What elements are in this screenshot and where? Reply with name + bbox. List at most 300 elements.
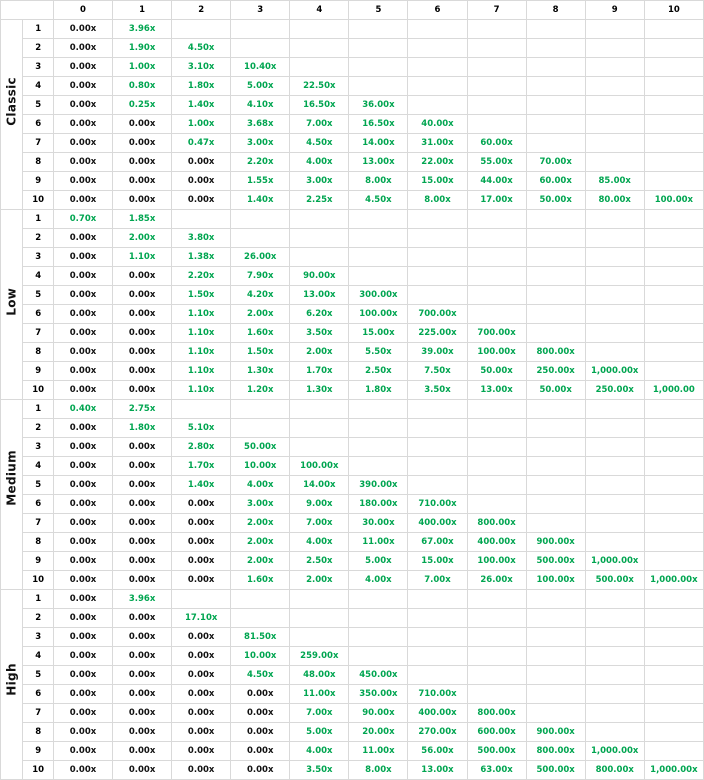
group-label-classic	[1, 20, 23, 210]
cell-high-8-6: 270.00x	[408, 723, 467, 742]
cell-low-3-7	[467, 248, 526, 267]
cell-low-2-3	[231, 229, 290, 248]
cell-medium-9-6: 15.00x	[408, 552, 467, 571]
cell-classic-3-7	[467, 58, 526, 77]
cell-high-2-8	[526, 609, 585, 628]
cell-low-5-5: 300.00x	[349, 286, 408, 305]
cell-high-9-3: 0.00x	[231, 742, 290, 761]
cell-medium-3-1: 0.00x	[113, 438, 172, 457]
cell-low-7-3: 1.60x	[231, 324, 290, 343]
cell-medium-1-10	[644, 400, 703, 419]
cell-medium-2-3	[231, 419, 290, 438]
cell-medium-10-3: 1.60x	[231, 571, 290, 590]
cell-medium-3-9	[585, 438, 644, 457]
cell-medium-1-4	[290, 400, 349, 419]
cell-classic-1-6	[408, 20, 467, 39]
cell-high-9-1: 0.00x	[113, 742, 172, 761]
cell-high-3-10	[644, 628, 703, 647]
cell-classic-3-10	[644, 58, 703, 77]
cell-low-8-3: 1.50x	[231, 343, 290, 362]
cell-high-5-7	[467, 666, 526, 685]
cell-medium-3-10	[644, 438, 703, 457]
cell-high-10-2: 0.00x	[172, 761, 231, 780]
cell-high-10-3: 0.00x	[231, 761, 290, 780]
cell-medium-2-4	[290, 419, 349, 438]
cell-low-4-6	[408, 267, 467, 286]
cell-classic-7-5: 14.00x	[349, 134, 408, 153]
cell-high-8-0: 0.00x	[53, 723, 112, 742]
cell-classic-9-4: 3.00x	[290, 172, 349, 191]
cell-high-2-9	[585, 609, 644, 628]
table-row	[1, 495, 704, 514]
cell-high-1-9	[585, 590, 644, 609]
cell-low-6-9	[585, 305, 644, 324]
cell-medium-4-1: 0.00x	[113, 457, 172, 476]
cell-low-10-2: 1.10x	[172, 381, 231, 400]
cell-low-6-10	[644, 305, 703, 324]
cell-medium-9-9: 1,000.00x	[585, 552, 644, 571]
cell-medium-1-9	[585, 400, 644, 419]
row-header-10: 10	[23, 761, 54, 780]
cell-high-2-0: 0.00x	[53, 609, 112, 628]
cell-medium-2-2: 5.10x	[172, 419, 231, 438]
table-row	[1, 438, 704, 457]
cell-low-10-9: 250.00x	[585, 381, 644, 400]
cell-medium-10-2: 0.00x	[172, 571, 231, 590]
cell-classic-4-0: 0.00x	[53, 77, 112, 96]
table-row	[1, 210, 704, 229]
cell-high-3-1: 0.00x	[113, 628, 172, 647]
cell-low-4-4: 90.00x	[290, 267, 349, 286]
table-row	[1, 286, 704, 305]
cell-medium-6-9	[585, 495, 644, 514]
column-header-1: 1	[113, 1, 172, 20]
row-header-4: 4	[23, 267, 54, 286]
cell-medium-4-3: 10.00x	[231, 457, 290, 476]
table-row	[1, 647, 704, 666]
table-row	[1, 77, 704, 96]
cell-low-9-7: 50.00x	[467, 362, 526, 381]
cell-low-8-6: 39.00x	[408, 343, 467, 362]
column-header-7: 7	[467, 1, 526, 20]
cell-classic-8-6: 22.00x	[408, 153, 467, 172]
cell-classic-1-1: 3.96x	[113, 20, 172, 39]
cell-high-6-0: 0.00x	[53, 685, 112, 704]
table-row	[1, 267, 704, 286]
cell-low-10-3: 1.20x	[231, 381, 290, 400]
cell-medium-6-0: 0.00x	[53, 495, 112, 514]
cell-classic-7-7: 60.00x	[467, 134, 526, 153]
cell-low-3-10	[644, 248, 703, 267]
cell-classic-8-7: 55.00x	[467, 153, 526, 172]
cell-high-4-9	[585, 647, 644, 666]
cell-medium-5-9	[585, 476, 644, 495]
cell-classic-5-1: 0.25x	[113, 96, 172, 115]
cell-classic-8-1: 0.00x	[113, 153, 172, 172]
table-row	[1, 134, 704, 153]
cell-low-1-7	[467, 210, 526, 229]
cell-medium-9-8: 500.00x	[526, 552, 585, 571]
group-label-high	[1, 590, 23, 780]
cell-low-1-1: 1.85x	[113, 210, 172, 229]
row-header-7: 7	[23, 324, 54, 343]
cell-high-10-6: 13.00x	[408, 761, 467, 780]
row-header-6: 6	[23, 305, 54, 324]
cell-medium-7-8	[526, 514, 585, 533]
cell-low-8-10	[644, 343, 703, 362]
cell-low-4-3: 7.90x	[231, 267, 290, 286]
cell-medium-8-10	[644, 533, 703, 552]
row-header-1: 1	[23, 400, 54, 419]
cell-medium-6-10	[644, 495, 703, 514]
cell-low-8-8: 800.00x	[526, 343, 585, 362]
cell-low-3-3: 26.00x	[231, 248, 290, 267]
cell-medium-10-8: 100.00x	[526, 571, 585, 590]
cell-low-9-3: 1.30x	[231, 362, 290, 381]
table-row	[1, 723, 704, 742]
table-row	[1, 457, 704, 476]
table-row	[1, 39, 704, 58]
row-header-1: 1	[23, 20, 54, 39]
cell-high-10-4: 3.50x	[290, 761, 349, 780]
cell-low-7-8	[526, 324, 585, 343]
table-row	[1, 533, 704, 552]
column-header-0: 0	[53, 1, 112, 20]
cell-high-5-8	[526, 666, 585, 685]
cell-medium-4-2: 1.70x	[172, 457, 231, 476]
row-header-10: 10	[23, 381, 54, 400]
row-header-5: 5	[23, 666, 54, 685]
cell-classic-3-1: 1.00x	[113, 58, 172, 77]
cell-medium-2-6	[408, 419, 467, 438]
cell-medium-1-5	[349, 400, 408, 419]
cell-classic-10-5: 4.50x	[349, 191, 408, 210]
cell-medium-8-0: 0.00x	[53, 533, 112, 552]
cell-low-10-8: 50.00x	[526, 381, 585, 400]
cell-low-8-5: 5.50x	[349, 343, 408, 362]
cell-classic-10-8: 50.00x	[526, 191, 585, 210]
column-header-5: 5	[349, 1, 408, 20]
cell-high-8-10	[644, 723, 703, 742]
cell-high-1-7	[467, 590, 526, 609]
cell-classic-5-4: 16.50x	[290, 96, 349, 115]
cell-classic-10-9: 80.00x	[585, 191, 644, 210]
cell-low-2-6	[408, 229, 467, 248]
cell-classic-5-0: 0.00x	[53, 96, 112, 115]
cell-medium-4-9	[585, 457, 644, 476]
row-header-3: 3	[23, 248, 54, 267]
cell-classic-6-7	[467, 115, 526, 134]
cell-medium-9-2: 0.00x	[172, 552, 231, 571]
cell-medium-3-8	[526, 438, 585, 457]
cell-high-8-8: 900.00x	[526, 723, 585, 742]
cell-high-4-8	[526, 647, 585, 666]
cell-high-9-8: 800.00x	[526, 742, 585, 761]
cell-classic-4-6	[408, 77, 467, 96]
cell-classic-10-3: 1.40x	[231, 191, 290, 210]
cell-high-1-2	[172, 590, 231, 609]
cell-classic-9-5: 8.00x	[349, 172, 408, 191]
cell-low-3-8	[526, 248, 585, 267]
cell-medium-10-4: 2.00x	[290, 571, 349, 590]
table-row	[1, 400, 704, 419]
cell-low-5-4: 13.00x	[290, 286, 349, 305]
cell-low-4-2: 2.20x	[172, 267, 231, 286]
cell-medium-8-2: 0.00x	[172, 533, 231, 552]
cell-classic-2-3	[231, 39, 290, 58]
cell-low-3-4	[290, 248, 349, 267]
cell-low-5-8	[526, 286, 585, 305]
group-label-text: Classic	[4, 76, 19, 126]
row-header-7: 7	[23, 134, 54, 153]
cell-low-3-9	[585, 248, 644, 267]
cell-medium-7-2: 0.00x	[172, 514, 231, 533]
cell-medium-5-10	[644, 476, 703, 495]
cell-low-6-4: 6.20x	[290, 305, 349, 324]
cell-high-7-5: 90.00x	[349, 704, 408, 723]
table-row	[1, 590, 704, 609]
cell-low-8-2: 1.10x	[172, 343, 231, 362]
cell-low-1-9	[585, 210, 644, 229]
cell-medium-10-6: 7.00x	[408, 571, 467, 590]
cell-high-6-10	[644, 685, 703, 704]
table-row	[1, 305, 704, 324]
cell-classic-6-1: 0.00x	[113, 115, 172, 134]
row-header-5: 5	[23, 476, 54, 495]
cell-classic-10-6: 8.00x	[408, 191, 467, 210]
cell-classic-1-7	[467, 20, 526, 39]
cell-high-7-4: 7.00x	[290, 704, 349, 723]
cell-medium-3-2: 2.80x	[172, 438, 231, 457]
cell-medium-6-4: 9.00x	[290, 495, 349, 514]
cell-high-5-0: 0.00x	[53, 666, 112, 685]
cell-high-2-6	[408, 609, 467, 628]
row-header-5: 5	[23, 286, 54, 305]
cell-high-1-10	[644, 590, 703, 609]
cell-low-8-0: 0.00x	[53, 343, 112, 362]
cell-medium-7-9	[585, 514, 644, 533]
cell-high-1-4	[290, 590, 349, 609]
cell-high-8-3: 0.00x	[231, 723, 290, 742]
cell-classic-8-10	[644, 153, 703, 172]
cell-classic-7-9	[585, 134, 644, 153]
cell-high-5-1: 0.00x	[113, 666, 172, 685]
cell-high-7-3: 0.00x	[231, 704, 290, 723]
group-label-low	[1, 210, 23, 400]
cell-classic-1-9	[585, 20, 644, 39]
cell-medium-7-7: 800.00x	[467, 514, 526, 533]
cell-medium-7-3: 2.00x	[231, 514, 290, 533]
table-row	[1, 552, 704, 571]
cell-high-5-4: 48.00x	[290, 666, 349, 685]
cell-low-4-0: 0.00x	[53, 267, 112, 286]
cell-low-9-10	[644, 362, 703, 381]
cell-low-7-6: 225.00x	[408, 324, 467, 343]
cell-low-5-10	[644, 286, 703, 305]
cell-classic-10-10: 100.00x	[644, 191, 703, 210]
row-header-8: 8	[23, 343, 54, 362]
cell-high-7-2: 0.00x	[172, 704, 231, 723]
cell-classic-2-0: 0.00x	[53, 39, 112, 58]
cell-low-4-1: 0.00x	[113, 267, 172, 286]
cell-medium-2-10	[644, 419, 703, 438]
cell-classic-4-5	[349, 77, 408, 96]
cell-medium-2-1: 1.80x	[113, 419, 172, 438]
cell-medium-6-3: 3.00x	[231, 495, 290, 514]
cell-classic-1-8	[526, 20, 585, 39]
cell-medium-1-1: 2.75x	[113, 400, 172, 419]
cell-medium-10-10: 1,000.00x	[644, 571, 703, 590]
cell-medium-4-10	[644, 457, 703, 476]
cell-high-1-5	[349, 590, 408, 609]
cell-medium-8-5: 11.00x	[349, 533, 408, 552]
cell-low-6-8	[526, 305, 585, 324]
cell-classic-1-4	[290, 20, 349, 39]
cell-high-6-6: 710.00x	[408, 685, 467, 704]
cell-medium-6-2: 0.00x	[172, 495, 231, 514]
table-row	[1, 58, 704, 77]
cell-medium-7-10	[644, 514, 703, 533]
cell-medium-8-1: 0.00x	[113, 533, 172, 552]
cell-low-2-1: 2.00x	[113, 229, 172, 248]
table-row	[1, 628, 704, 647]
cell-low-3-5	[349, 248, 408, 267]
cell-low-9-9: 1,000.00x	[585, 362, 644, 381]
cell-low-6-1: 0.00x	[113, 305, 172, 324]
cell-high-3-2: 0.00x	[172, 628, 231, 647]
cell-medium-4-4: 100.00x	[290, 457, 349, 476]
cell-low-8-1: 0.00x	[113, 343, 172, 362]
cell-low-6-6: 700.00x	[408, 305, 467, 324]
cell-classic-9-3: 1.55x	[231, 172, 290, 191]
cell-medium-5-4: 14.00x	[290, 476, 349, 495]
row-header-8: 8	[23, 533, 54, 552]
cell-medium-1-7	[467, 400, 526, 419]
cell-classic-7-1: 0.00x	[113, 134, 172, 153]
table-row	[1, 20, 704, 39]
cell-medium-10-9: 500.00x	[585, 571, 644, 590]
cell-high-3-5	[349, 628, 408, 647]
cell-classic-6-0: 0.00x	[53, 115, 112, 134]
cell-classic-8-9	[585, 153, 644, 172]
cell-classic-9-1: 0.00x	[113, 172, 172, 191]
cell-low-2-8	[526, 229, 585, 248]
cell-medium-8-9	[585, 533, 644, 552]
cell-low-5-9	[585, 286, 644, 305]
cell-classic-2-5	[349, 39, 408, 58]
cell-medium-7-6: 400.00x	[408, 514, 467, 533]
cell-high-9-0: 0.00x	[53, 742, 112, 761]
cell-classic-9-0: 0.00x	[53, 172, 112, 191]
cell-classic-6-6: 40.00x	[408, 115, 467, 134]
cell-medium-4-0: 0.00x	[53, 457, 112, 476]
group-label-text: Medium	[4, 449, 19, 506]
row-header-2: 2	[23, 609, 54, 628]
cell-medium-1-8	[526, 400, 585, 419]
cell-classic-5-5: 36.00x	[349, 96, 408, 115]
table-row	[1, 609, 704, 628]
cell-low-1-2	[172, 210, 231, 229]
cell-low-2-2: 3.80x	[172, 229, 231, 248]
cell-high-2-10	[644, 609, 703, 628]
cell-classic-3-6	[408, 58, 467, 77]
cell-high-2-5	[349, 609, 408, 628]
row-header-8: 8	[23, 723, 54, 742]
cell-classic-4-8	[526, 77, 585, 96]
cell-high-8-2: 0.00x	[172, 723, 231, 742]
cell-medium-5-7	[467, 476, 526, 495]
cell-medium-5-0: 0.00x	[53, 476, 112, 495]
cell-classic-9-8: 60.00x	[526, 172, 585, 191]
table-row	[1, 761, 704, 780]
table-row	[1, 476, 704, 495]
cell-medium-9-1: 0.00x	[113, 552, 172, 571]
cell-low-9-2: 1.10x	[172, 362, 231, 381]
cell-high-2-7	[467, 609, 526, 628]
row-header-5: 5	[23, 96, 54, 115]
cell-high-3-7	[467, 628, 526, 647]
cell-classic-8-4: 4.00x	[290, 153, 349, 172]
cell-high-7-0: 0.00x	[53, 704, 112, 723]
row-header-7: 7	[23, 704, 54, 723]
cell-high-1-8	[526, 590, 585, 609]
cell-high-5-9	[585, 666, 644, 685]
cell-classic-2-9	[585, 39, 644, 58]
cell-medium-4-5	[349, 457, 408, 476]
cell-high-1-0: 0.00x	[53, 590, 112, 609]
cell-classic-3-9	[585, 58, 644, 77]
cell-high-8-4: 5.00x	[290, 723, 349, 742]
table-row	[1, 172, 704, 191]
cell-medium-6-6: 710.00x	[408, 495, 467, 514]
cell-low-5-2: 1.50x	[172, 286, 231, 305]
cell-medium-10-0: 0.00x	[53, 571, 112, 590]
cell-classic-6-3: 3.68x	[231, 115, 290, 134]
cell-high-5-2: 0.00x	[172, 666, 231, 685]
cell-classic-10-1: 0.00x	[113, 191, 172, 210]
row-header-9: 9	[23, 742, 54, 761]
table-row	[1, 115, 704, 134]
cell-high-7-7: 800.00x	[467, 704, 526, 723]
cell-low-4-5	[349, 267, 408, 286]
row-header-1: 1	[23, 590, 54, 609]
cell-low-9-5: 2.50x	[349, 362, 408, 381]
cell-classic-1-2	[172, 20, 231, 39]
cell-classic-3-0: 0.00x	[53, 58, 112, 77]
cell-high-2-2: 17.10x	[172, 609, 231, 628]
cell-classic-6-2: 1.00x	[172, 115, 231, 134]
row-header-4: 4	[23, 457, 54, 476]
cell-high-9-9: 1,000.00x	[585, 742, 644, 761]
cell-classic-4-2: 1.80x	[172, 77, 231, 96]
cell-high-7-10	[644, 704, 703, 723]
cell-classic-6-9	[585, 115, 644, 134]
cell-medium-8-8: 900.00x	[526, 533, 585, 552]
cell-medium-2-8	[526, 419, 585, 438]
cell-low-10-7: 13.00x	[467, 381, 526, 400]
cell-high-7-1: 0.00x	[113, 704, 172, 723]
cell-medium-9-10	[644, 552, 703, 571]
cell-high-3-8	[526, 628, 585, 647]
cell-classic-5-8	[526, 96, 585, 115]
row-header-9: 9	[23, 172, 54, 191]
cell-low-9-8: 250.00x	[526, 362, 585, 381]
cell-medium-7-1: 0.00x	[113, 514, 172, 533]
cell-medium-10-7: 26.00x	[467, 571, 526, 590]
cell-classic-5-2: 1.40x	[172, 96, 231, 115]
cell-high-8-9	[585, 723, 644, 742]
row-header-1: 1	[23, 210, 54, 229]
